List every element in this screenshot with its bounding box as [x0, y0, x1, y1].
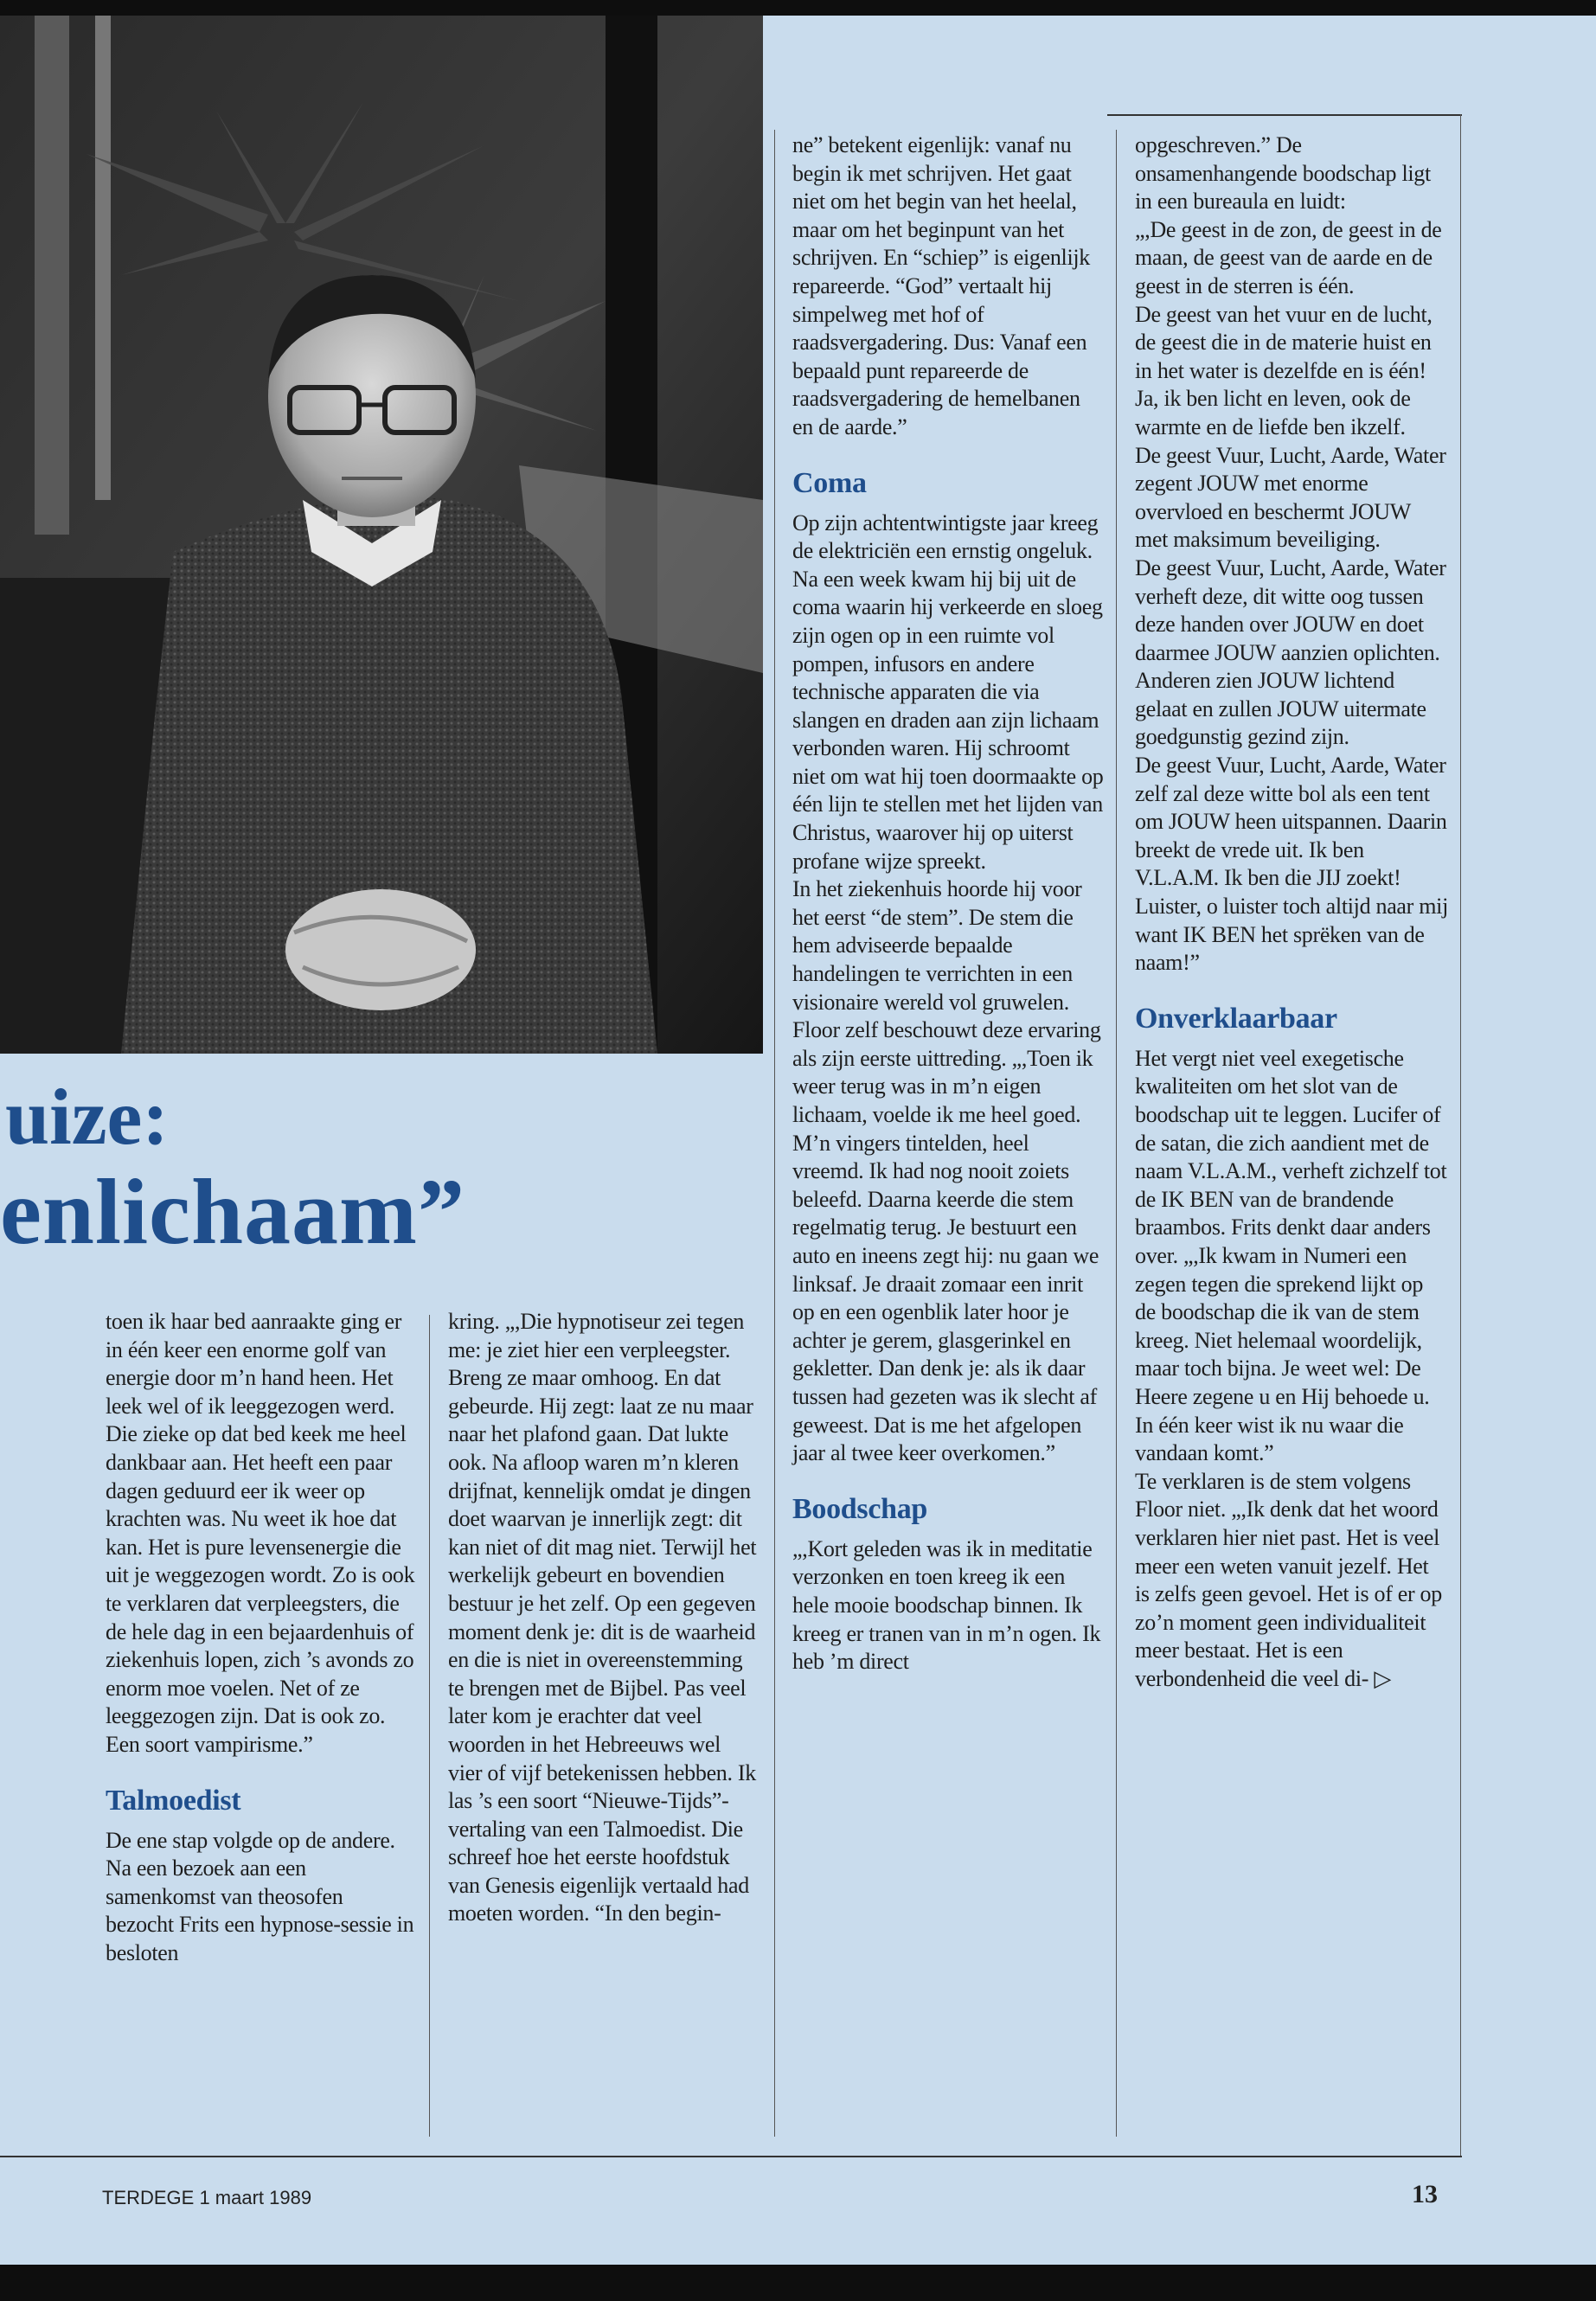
subheading-coma: Coma	[792, 466, 867, 499]
paragraph: De ene stap volgde op de andere. Na een bezoek aan een samenkomst van theosofen bezocht Frits een hypnose-sessie in besloten	[106, 1827, 414, 1965]
column-rule-2	[774, 130, 775, 2137]
column-rule-3	[1116, 130, 1117, 2137]
column-rule-1	[429, 1315, 430, 2137]
paragraph: Ja, ik ben licht en leven, ook de warmte en de liefde ben ikzelf.	[1135, 386, 1411, 439]
frame-top-rule	[1107, 114, 1462, 116]
paragraph: „,Kort geleden was ik in meditatie verzonken en toen kreeg ik een hele mooie boodschap binnen. Ik kreeg er tranen van in m’n ogen. Ik heb ’m direct	[792, 1535, 1101, 1675]
page-number: 13	[1412, 2180, 1438, 2208]
paragraph: De geest Vuur, Lucht, Aarde, Water zegent JOUW met enorme overvloed en beschermt JOUW met maksimum beveiliging.	[1135, 442, 1446, 553]
paragraph: opgeschreven.” De onsamenhangende boodschap ligt in een bureaula en luidt:	[1135, 132, 1431, 215]
headline-line-1: uize:	[5, 1073, 170, 1161]
paragraph: De geest Vuur, Lucht, Aarde, Water zelf zal deze witte bol als een tent om JOUW heen uitspannen. Daarin breekt de vrede uit. Ik ben V.L.A.M. Ik ben die JIJ zoekt! Luister, o luister toch altijd naar mij want IK BEN het sprëken van de naam!”	[1135, 753, 1448, 976]
paragraph: De geest van het vuur en de lucht, de geest die in de materie huist en in het water is dezelfde en is één!	[1135, 301, 1433, 383]
text-column-1	[106, 1308, 415, 1967]
paragraph: Het vergt niet veel exegetische kwaliteiten om het slot van de boodschap uit te leggen. Lucifer of de satan, die zich aandient met de naam V.L.A.M., verheft zichzelf tot de IK BEN van de brandende braambos. Frits denkt daar anders over. „,Ik kwam in Numeri een zegen tegen die sprekend lijkt op de boodschap die ik van de stem kreeg. Niet helemaal woordelijk, maar toch bijna. Je weet wel: De Heere zegene u en Hij behoede u. In één keer wist ik nu waar die vandaan komt.”	[1135, 1045, 1447, 1466]
paragraph: Op zijn achtentwintigste jaar kreeg de elektriciën een ernstig ongeluk. Na een week kwam hij bij uit de coma waarin hij verkeerde en sloeg zijn ogen op in een ruimte vol pompen, infusors en andere technische apparaten die via slangen en draden aan zijn lichaam verbonden waren. Hij schroomt niet om wat hij toen doormaakte op één lijn te stellen met het lijden van Christus, waarover hij op uiterst profane wijze spreekt.	[792, 510, 1104, 874]
scan-border-bottom	[0, 2265, 1596, 2301]
portrait-photo	[0, 16, 763, 1054]
paragraph: „,De geest in de zon, de geest in de maan, de geest van de aarde en de geest in de sterren is één.	[1135, 216, 1442, 298]
frame-bottom-rule	[0, 2156, 1462, 2157]
paragraph: In het ziekenhuis hoorde hij voor het eerst “de stem”. De stem die hem adviseerde bepaalde handelingen te verrichten in een visionaire wereld vol gruwelen. Floor zelf beschouwt deze ervaring als zijn eerste uittreding. „,Toen ik weer terug was in m’n eigen lichaam, voelde ik me heel goed. M’n vingers tintelden, heel vreemd. Ik had nog nooit zoiets beleefd. Daarna keerde die stem regelmatig terug. Je bestuurt een auto en ineens zegt hij: nu gaan we linksaf. Je draait zomaar een inrit op en een ogenblik later hoor je achter je gerem, glasgerinkel en gekletter. Dan denk je: als ik daar tussen had gezeten was ik slecht af geweest. Dat is me het afgelopen jaar al twee keer overkomen.”	[792, 876, 1101, 1466]
frame-right-rule	[1460, 114, 1461, 2157]
footer-publication: TERDEGE 1 maart 1989	[102, 2187, 312, 2208]
subheading-onverklaarbaar: Onverklaarbaar	[1135, 1002, 1337, 1035]
paragraph: kring. „,Die hypnotiseur zei tegen me: je ziet hier een verpleegster. Breng ze maar omhoog. En dat gebeurde. Hij zegt: laat ze nu maar naar het plafond gaan. Dat lukte ook. Na afloop waren m’n kleren drijfnat, kennelijk omdat je dingen doet waarvan je innerlijk zegt: dit kan niet of dit mag niet. Terwijl het werkelijk gebeurt en bovendien bestuur je het zelf. Op een gegeven moment denk je: dit is de waarheid en die is niet in overeenstemming te brengen met de Bijbel. Pas veel later kom je erachter dat veel woorden in het Hebreeuws wel vier of vijf betekenissen hebben. Ik las ’s een soort “Nieuwe-Tijds”-vertaling van een Talmoedist. Die schreef hoe het eerste hoofdstuk van Genesis eigenlijk vertaald had moeten worden. “In den begin-	[448, 1309, 757, 1926]
paragraph: ne” betekent eigenlijk: vanaf nu begin ik met schrijven. Het gaat niet om het begin van het heelal, maar om het beginpunt van het schrijven. En “schiep” is eigenlijk repareerde. “God” vertaalt hij simpelweg met hof of raadsvergadering. Dus: Vanaf een bepaald punt repareerde de raadsvergadering de hemelbanen en de aarde.”	[792, 132, 1091, 439]
text-column-4	[1135, 131, 1448, 1693]
paragraph: De geest Vuur, Lucht, Aarde, Water verheft deze, dit witte oog tussen deze handen over JOUW en doet daarmee JOUW aanzien oplichten. Anderen zien JOUW lichtend gelaat en zullen JOUW uitermate goedgunstig gezind zijn.	[1135, 554, 1446, 750]
text-column-2	[448, 1308, 758, 1928]
scan-border-top	[0, 0, 1596, 16]
paragraph: toen ik haar bed aanraakte ging er in één keer een enorme golf van energie door m’n hand heen. Het leek wel of ik leeggezogen werd. Die zieke op dat bed keek me heel dankbaar aan. Het heeft een paar dagen geduurd eer ik weer op krachten was. Nu weet ik hoe dat kan. Het is pure levensenergie die uit je weggezogen wordt. Zo is ook te verklaren dat verpleegsters, die de hele dag in een bejaardenhuis of ziekenhuis lopen, zich ’s avonds zo enorm moe voelen. Net of ze leeggezogen zijn. Dat is ook zo. Een soort vampirisme.”	[106, 1309, 415, 1757]
subheading-talmoedist: Talmoedist	[106, 1784, 241, 1817]
paragraph: Te verklaren is de stem volgens Floor niet. „,Ik denk dat het woord verklaren hier niet past. Het is veel meer een weten vanuit jezelf. Het is zelfs geen gevoel. Het is of er op zo’n moment geen individualiteit meer bestaat. Het is een verbondenheid die veel di- ▷	[1135, 1468, 1442, 1691]
headline-line-2: enlichaam”	[0, 1161, 465, 1264]
subheading-boodschap: Boodschap	[792, 1492, 928, 1525]
text-column-3	[792, 131, 1104, 1676]
